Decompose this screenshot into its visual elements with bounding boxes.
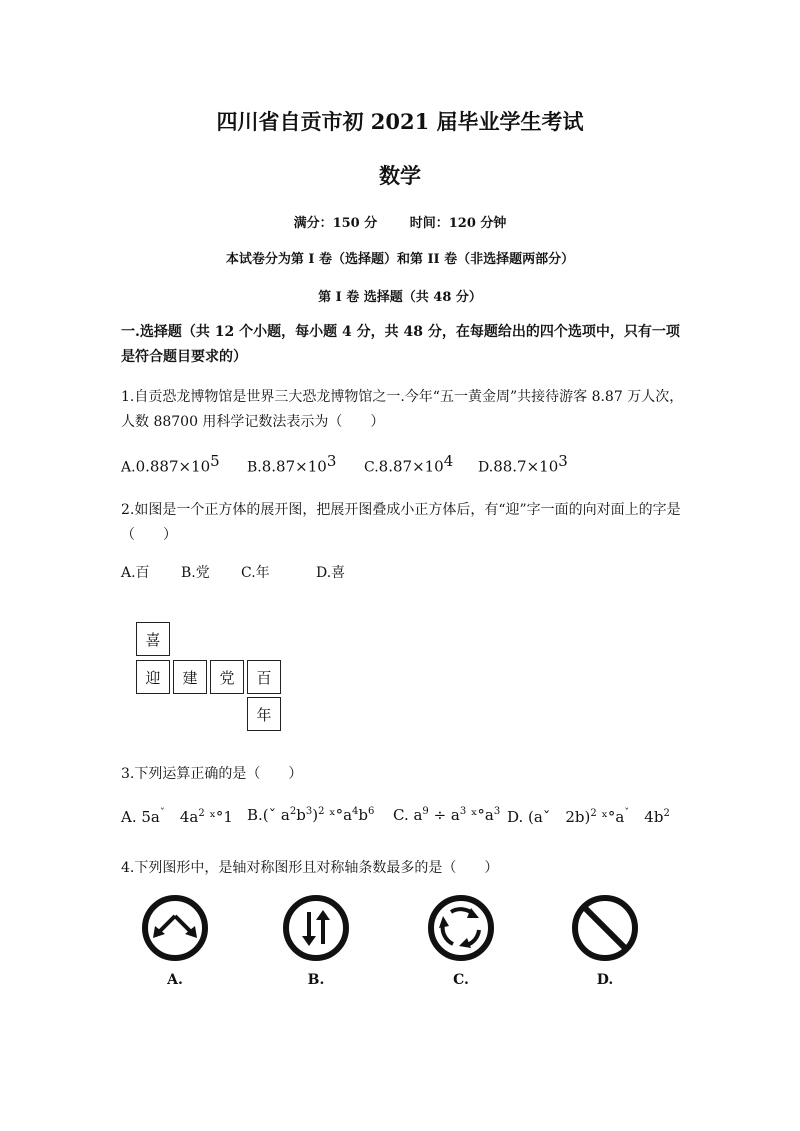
full-score: 满分：150 分 (293, 216, 378, 231)
question-1-stem: 1.自贡恐龙博物馆是世界三大恐龙博物馆之一.今年“五一黄金周”共接待游客 8.87 万人次，人数 88700 用科学记数法表示为（ ） (121, 389, 684, 430)
net-cell: 年 (247, 697, 281, 731)
question-3-stem: 3.下列运算正确的是（ ） (121, 766, 303, 782)
section-instruction: 一.选择题（共 12 个小题，每小题 4 分，共 48 分，在每题给出的四个选项中，只有一项是符合题目要求的） (121, 324, 680, 365)
q3-option-c: C. $a^9 \div a^3$ $ˣ^\circ a^3$ (393, 806, 501, 824)
exam-meta (0, 212, 800, 231)
paper-composition: 本试卷分为第 I 卷（选择题）和第 II 卷（非选择题两部分） (225, 252, 575, 267)
q1-option-a: $A.0.887\times 10^5$ (121, 452, 220, 476)
q2-option-a: A.百 (121, 565, 150, 581)
q3-option-b: B.(ˇ $a^2b^3)^2$ $ˣ^\circ a^4b^6$ (247, 806, 375, 824)
exam-title: 四川省自贡市初 2021 届毕业学生考试 (216, 109, 584, 134)
exam-subject: 数学 (379, 163, 421, 188)
q2-option-d: D.喜 (316, 565, 346, 581)
question-4-stem: 4.下列图形中，是轴对称图形且对称轴条数最多的是（ ） (121, 860, 499, 876)
net-cell: 百 (247, 660, 281, 694)
exam-time: 时间：120 分钟 (409, 216, 507, 231)
question-3-options (121, 806, 721, 832)
figure-label-c: C. (453, 972, 469, 988)
figure-label-a: A. (167, 972, 183, 988)
q3-option-a: A. $5a^ˇ$ $4a^2$ ˣ°1 (121, 808, 233, 826)
question-2-stem: 2.如图是一个正方体的展开图，把展开图叠成小正方体后，有“迎”字一面的向对面上的字是（ ） (121, 502, 681, 543)
diverge-arrows-sign-icon (135, 888, 215, 998)
figure-label-b: B. (307, 972, 325, 988)
question-2-options (121, 562, 721, 588)
q3-option-d: D. (aˇ 2b)$^2$ $ˣ^\circ a^ˇ$ $4b^2$ (507, 808, 670, 826)
q2-option-b: B.党 (181, 565, 210, 581)
two-way-traffic-sign-icon (276, 888, 356, 998)
no-entry-slash-sign-icon (565, 888, 645, 998)
net-cell: 迎 (136, 660, 170, 694)
net-cell: 党 (210, 660, 244, 694)
question-4-figures (121, 888, 681, 998)
q1-option-c: $C.8.87\times 10^4$ (364, 452, 454, 476)
question-1-options (121, 452, 721, 478)
roundabout-sign-icon (421, 888, 501, 998)
volume-heading: 第 I 卷 选择题（共 48 分） (318, 290, 482, 305)
q1-option-d: $D.88.7\times 10^3$ (478, 452, 568, 476)
cube-net-figure (134, 620, 284, 740)
q1-option-b: $B.8.87\times 10^3$ (247, 452, 337, 476)
net-cell: 喜 (136, 622, 170, 656)
net-cell: 建 (173, 660, 207, 694)
q2-option-c: C.年 (241, 565, 270, 581)
figure-label-d: D. (596, 972, 614, 988)
